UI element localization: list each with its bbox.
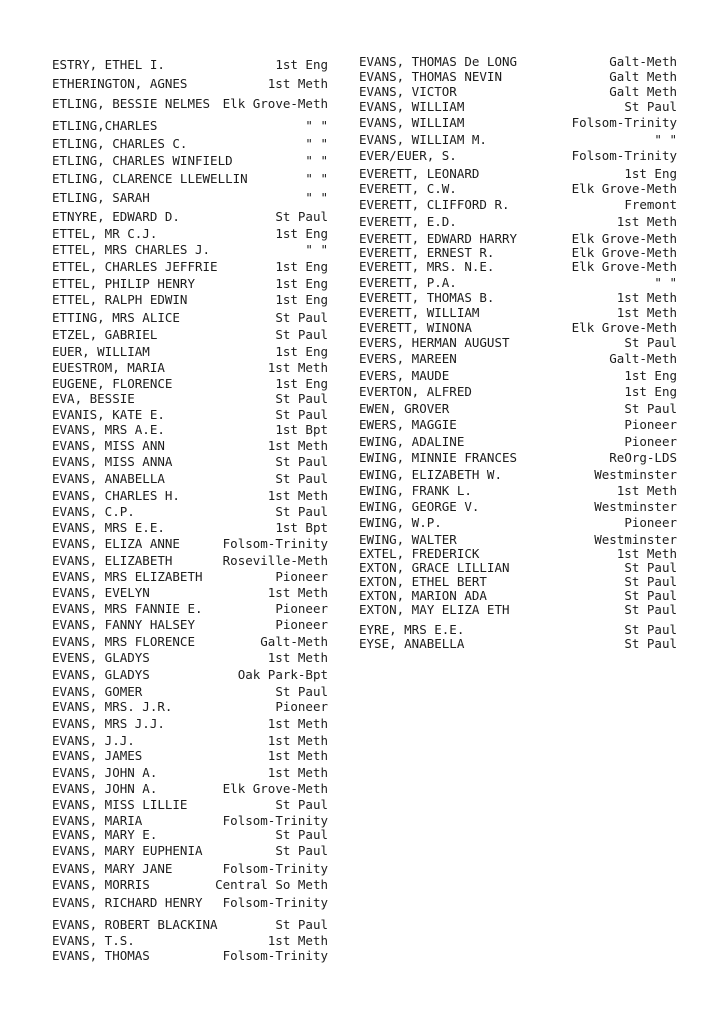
entry-church: " ": [305, 242, 328, 257]
entry-church: St Paul: [275, 310, 328, 325]
entry-name: EVERETT, WINONA: [359, 320, 472, 335]
list-item: [359, 259, 677, 274]
list-item: [52, 276, 328, 291]
list-item: [359, 636, 677, 651]
entry-name: EVANS, JOHN A.: [52, 765, 158, 780]
entry-church: Folsom-Trinity: [222, 813, 328, 828]
entry-church: Westminster: [594, 499, 677, 514]
entry-name: EVANS, JAMES: [52, 748, 143, 763]
list-item: [359, 417, 677, 432]
list-item: [359, 181, 677, 196]
list-item: [52, 520, 328, 535]
entry-name: EWING, GEORGE V.: [359, 499, 480, 514]
entry-name: ETTEL, MRS CHARLES J.: [52, 242, 211, 257]
entry-name: EVANS, GLADYS: [52, 667, 150, 682]
entry-name: EXTON, MAY ELIZA ETH: [359, 602, 510, 617]
entry-church: 1st Eng: [275, 57, 328, 72]
list-item: [52, 376, 328, 391]
entry-name: EXTON, ETHEL BERT: [359, 574, 487, 589]
list-item: [359, 84, 677, 99]
list-item: [359, 320, 677, 335]
entry-name: EYRE, MRS E.E.: [359, 622, 465, 637]
list-item: [359, 560, 677, 575]
list-item: [359, 275, 677, 290]
entry-name: EXTON, MARION ADA: [359, 588, 487, 603]
list-item: [52, 933, 328, 948]
list-item: [359, 132, 677, 147]
entry-name: EWING, ADALINE: [359, 434, 465, 449]
entry-name: ETLING, CHARLES WINFIELD: [52, 153, 233, 168]
list-item: [359, 166, 677, 181]
list-item: [359, 434, 677, 449]
entry-church: " ": [305, 153, 328, 168]
entry-church: Folsom-Trinity: [222, 861, 328, 876]
entry-name: EVANS, ELIZA ANNE: [52, 536, 180, 551]
entry-name: EVANS, GOMER: [52, 684, 143, 699]
entry-name: EVANS, MRS FLORENCE: [52, 634, 195, 649]
entry-church: 1st Meth: [267, 360, 328, 375]
entry-church: 1st Eng: [624, 384, 677, 399]
entry-name: EVANS, MORRIS: [52, 877, 150, 892]
entry-name: EVERETT, ERNEST R.: [359, 245, 495, 260]
list-item: [52, 617, 328, 632]
entry-church: Central So Meth: [215, 877, 328, 892]
entry-church: Roseville-Meth: [222, 553, 328, 568]
entry-church: Elk Grove-Meth: [571, 181, 677, 196]
entry-name: EVANS, MRS A.E.: [52, 422, 165, 437]
entry-name: ETNYRE, EDWARD D.: [52, 209, 180, 224]
list-item: [359, 305, 677, 320]
entry-name: EVANS, VICTOR: [359, 84, 457, 99]
entry-name: EVANS, MARY JANE: [52, 861, 173, 876]
list-item: [52, 259, 328, 274]
list-item: [52, 797, 328, 812]
entry-church: St Paul: [275, 504, 328, 519]
entry-name: ETLING, SARAH: [52, 190, 150, 205]
entry-church: 1st Meth: [616, 546, 677, 561]
entry-church: 1st Meth: [267, 748, 328, 763]
entry-church: Folsom-Trinity: [222, 895, 328, 910]
list-item: [359, 450, 677, 465]
entry-name: EVANS, MRS. J.R.: [52, 699, 173, 714]
entry-name: ETLING, BESSIE NELMES: [52, 96, 211, 111]
list-item: [52, 684, 328, 699]
list-item: [52, 948, 328, 963]
list-item: [52, 765, 328, 780]
entry-church: 1st Bpt: [275, 422, 328, 437]
entry-name: EVANS, WILLIAM: [359, 115, 465, 130]
list-item: [359, 214, 677, 229]
entry-name: EWING, WALTER: [359, 532, 457, 547]
entry-church: Elk Grove-Meth: [571, 320, 677, 335]
entry-church: Pioneer: [275, 617, 328, 632]
entry-church: St Paul: [275, 407, 328, 422]
list-item: [52, 310, 328, 325]
list-item: [52, 344, 328, 359]
entry-name: EWING, FRANK L.: [359, 483, 472, 498]
entry-name: EVANS, MISS LILLIE: [52, 797, 188, 812]
entry-name: EVANS, MRS ELIZABETH: [52, 569, 203, 584]
list-item: [52, 553, 328, 568]
entry-name: EVENS, GLADYS: [52, 650, 150, 665]
entry-church: " ": [654, 132, 677, 147]
list-item: [52, 781, 328, 796]
entry-name: EVANS, CHARLES H.: [52, 488, 180, 503]
entry-church: Oak Park-Bpt: [237, 667, 328, 682]
list-item: [52, 454, 328, 469]
entry-name: ESTRY, ETHEL I.: [52, 57, 165, 72]
entry-name: ETZEL, GABRIEL: [52, 327, 158, 342]
entry-church: St Paul: [275, 454, 328, 469]
entry-name: EVANS, ELIZABETH: [52, 553, 173, 568]
list-item: [359, 99, 677, 114]
list-item: [52, 209, 328, 224]
entry-church: St Paul: [275, 843, 328, 858]
entry-church: St Paul: [275, 797, 328, 812]
list-item: [52, 667, 328, 682]
list-item: [359, 148, 677, 163]
list-item: [52, 242, 328, 257]
entry-church: Elk Grove-Meth: [222, 781, 328, 796]
entry-church: St Paul: [275, 917, 328, 932]
entry-name: EUESTROM, MARIA: [52, 360, 165, 375]
list-item: [52, 118, 328, 133]
list-item: [359, 351, 677, 366]
list-item: [52, 813, 328, 828]
entry-church: St Paul: [624, 622, 677, 637]
list-item: [52, 877, 328, 892]
entry-name: EVERS, MAUDE: [359, 368, 450, 383]
list-item: [52, 190, 328, 205]
list-item: [52, 471, 328, 486]
entry-church: 1st Meth: [267, 76, 328, 91]
entry-church: Elk Grove-Meth: [571, 245, 677, 260]
entry-name: EWERS, MAGGIE: [359, 417, 457, 432]
entry-name: EVERETT, CLIFFORD R.: [359, 197, 510, 212]
entry-church: St Paul: [624, 574, 677, 589]
entry-name: EVERETT, MRS. N.E.: [359, 259, 495, 274]
entry-name: EVANS, THOMAS NEVIN: [359, 69, 502, 84]
entry-church: 1st Meth: [267, 438, 328, 453]
entry-name: ETTING, MRS ALICE: [52, 310, 180, 325]
entry-church: Galt Meth: [609, 84, 677, 99]
entry-name: EVANS, MISS ANNA: [52, 454, 173, 469]
list-item: [359, 335, 677, 350]
entry-church: 1st Meth: [267, 585, 328, 600]
list-item: [359, 245, 677, 260]
entry-name: EVERS, MAREEN: [359, 351, 457, 366]
entry-church: Elk Grove-Meth: [571, 231, 677, 246]
entry-church: Pioneer: [275, 569, 328, 584]
entry-church: 1st Meth: [267, 488, 328, 503]
entry-church: St Paul: [624, 636, 677, 651]
entry-name: EXTON, GRACE LILLIAN: [359, 560, 510, 575]
entry-name: EVANS, MARY E.: [52, 827, 158, 842]
entry-church: 1st Eng: [275, 344, 328, 359]
list-item: [52, 601, 328, 616]
list-item: [359, 622, 677, 637]
list-item: [52, 716, 328, 731]
entry-church: St Paul: [624, 560, 677, 575]
list-item: [359, 546, 677, 561]
entry-church: 1st Eng: [275, 276, 328, 291]
entry-church: Elk Grove-Meth: [222, 96, 328, 111]
entry-church: 1st Eng: [275, 376, 328, 391]
entry-name: EVERETT, P.A.: [359, 275, 457, 290]
list-item: [359, 588, 677, 603]
list-item: [52, 327, 328, 342]
entry-name: EVANS, EVELYN: [52, 585, 150, 600]
list-item: [359, 69, 677, 84]
list-item: [359, 54, 677, 69]
list-item: [52, 153, 328, 168]
entry-church: 1st Meth: [267, 933, 328, 948]
entry-name: ETTEL, PHILIP HENRY: [52, 276, 195, 291]
entry-church: Folsom-Trinity: [571, 115, 677, 130]
entry-name: ETTEL, MR C.J.: [52, 226, 158, 241]
entry-church: 1st Meth: [267, 765, 328, 780]
entry-church: " ": [305, 190, 328, 205]
entry-church: Elk Grove-Meth: [571, 259, 677, 274]
entry-church: St Paul: [275, 684, 328, 699]
entry-name: EVERTON, ALFRED: [359, 384, 472, 399]
list-item: [52, 488, 328, 503]
list-item: [359, 290, 677, 305]
entry-name: EVANS, WILLIAM M.: [359, 132, 487, 147]
entry-name: EVANS, J.J.: [52, 733, 135, 748]
entry-name: EVANS, MRS E.E.: [52, 520, 165, 535]
list-item: [52, 407, 328, 422]
entry-church: Galt-Meth: [609, 351, 677, 366]
list-item: [52, 438, 328, 453]
entry-name: EVERETT, EDWARD HARRY: [359, 231, 518, 246]
entry-name: EVANS, MARIA: [52, 813, 143, 828]
entry-name: EWING, ELIZABETH W.: [359, 467, 502, 482]
list-item: [52, 733, 328, 748]
list-item: [52, 96, 328, 111]
list-item: [52, 827, 328, 842]
entry-name: EWING, MINNIE FRANCES: [359, 450, 518, 465]
list-item: [359, 515, 677, 530]
entry-name: EVANS, THOMAS De LONG: [359, 54, 518, 69]
entry-name: EVERETT, LEONARD: [359, 166, 480, 181]
entry-name: ETLING, CHARLES C.: [52, 136, 188, 151]
entry-church: " ": [305, 136, 328, 151]
entry-name: EVERETT, THOMAS B.: [359, 290, 495, 305]
entry-name: EVANS, THOMAS: [52, 948, 150, 963]
list-item: [52, 650, 328, 665]
entry-church: St Paul: [624, 401, 677, 416]
entry-church: Pioneer: [624, 515, 677, 530]
list-item: [52, 226, 328, 241]
entry-church: 1st Meth: [616, 214, 677, 229]
list-item: [52, 57, 328, 72]
entry-church: Folsom-Trinity: [222, 536, 328, 551]
entry-name: EVERETT, WILLIAM: [359, 305, 480, 320]
list-item: [359, 574, 677, 589]
entry-church: Pioneer: [275, 699, 328, 714]
list-item: [52, 136, 328, 151]
entry-church: Galt-Meth: [609, 54, 677, 69]
entry-name: EVANS, JOHN A.: [52, 781, 158, 796]
entry-name: EVER/EUER, S.: [359, 148, 457, 163]
entry-church: 1st Eng: [275, 226, 328, 241]
entry-church: Westminster: [594, 532, 677, 547]
entry-church: St Paul: [624, 588, 677, 603]
list-item: [359, 499, 677, 514]
entry-church: 1st Eng: [275, 292, 328, 307]
entry-church: Pioneer: [275, 601, 328, 616]
entry-church: St Paul: [275, 391, 328, 406]
entry-name: EVANS, MRS FANNIE E.: [52, 601, 203, 616]
entry-church: 1st Meth: [267, 716, 328, 731]
entry-church: ReOrg-LDS: [609, 450, 677, 465]
entry-church: 1st Eng: [275, 259, 328, 274]
entry-church: 1st Meth: [267, 650, 328, 665]
entry-name: EVERETT, C.W.: [359, 181, 457, 196]
entry-name: EVANS, MARY EUPHENIA: [52, 843, 203, 858]
entry-name: EVANS, MISS ANN: [52, 438, 165, 453]
list-item: [52, 76, 328, 91]
list-item: [52, 360, 328, 375]
entry-church: 1st Eng: [624, 166, 677, 181]
entry-church: 1st Meth: [616, 483, 677, 498]
entry-church: 1st Meth: [267, 733, 328, 748]
list-item: [52, 917, 328, 932]
entry-church: 1st Bpt: [275, 520, 328, 535]
entry-name: ETLING,CHARLES: [52, 118, 158, 133]
list-item: [52, 536, 328, 551]
entry-church: " ": [654, 275, 677, 290]
list-item: [52, 422, 328, 437]
entry-church: St Paul: [624, 99, 677, 114]
list-item: [52, 895, 328, 910]
entry-name: EVERS, HERMAN AUGUST: [359, 335, 510, 350]
entry-church: St Paul: [275, 827, 328, 842]
list-item: [359, 602, 677, 617]
entry-church: Galt Meth: [609, 69, 677, 84]
entry-name: ETTEL, RALPH EDWIN: [52, 292, 188, 307]
entry-name: ETTEL, CHARLES JEFFRIE: [52, 259, 218, 274]
list-item: [359, 467, 677, 482]
list-item: [52, 843, 328, 858]
entry-name: ETLING, CLARENCE LLEWELLIN: [52, 171, 248, 186]
entry-name: EWEN, GROVER: [359, 401, 450, 416]
entry-name: EXTEL, FREDERICK: [359, 546, 480, 561]
entry-name: EVANIS, KATE E.: [52, 407, 165, 422]
entry-name: EVERETT, E.D.: [359, 214, 457, 229]
entry-name: EVANS, C.P.: [52, 504, 135, 519]
entry-name: EVANS, WILLIAM: [359, 99, 465, 114]
entry-name: EUER, WILLIAM: [52, 344, 150, 359]
entry-church: Folsom-Trinity: [571, 148, 677, 163]
list-item: [359, 231, 677, 246]
entry-name: EWING, W.P.: [359, 515, 442, 530]
entry-church: 1st Eng: [624, 368, 677, 383]
entry-church: St Paul: [275, 471, 328, 486]
entry-name: EVANS, ROBERT BLACKINA: [52, 917, 218, 932]
entry-church: St Paul: [275, 209, 328, 224]
list-item: [52, 391, 328, 406]
list-item: [52, 861, 328, 876]
entry-church: St Paul: [624, 602, 677, 617]
entry-church: St Paul: [275, 327, 328, 342]
entry-name: EVANS, RICHARD HENRY: [52, 895, 203, 910]
entry-name: EVANS, ANABELLA: [52, 471, 165, 486]
list-item: [359, 401, 677, 416]
entry-church: " ": [305, 171, 328, 186]
list-item: [52, 569, 328, 584]
list-item: [52, 748, 328, 763]
list-item: [52, 585, 328, 600]
list-item: [52, 292, 328, 307]
list-item: [52, 504, 328, 519]
entry-name: EVA, BESSIE: [52, 391, 135, 406]
entry-church: " ": [305, 118, 328, 133]
list-item: [359, 384, 677, 399]
list-item: [359, 368, 677, 383]
list-item: [359, 197, 677, 212]
entry-church: Pioneer: [624, 417, 677, 432]
entry-name: EUGENE, FLORENCE: [52, 376, 173, 391]
entry-name: EVANS, MRS J.J.: [52, 716, 165, 731]
entry-church: 1st Meth: [616, 305, 677, 320]
list-item: [359, 483, 677, 498]
list-item: [359, 115, 677, 130]
entry-church: Galt-Meth: [260, 634, 328, 649]
entry-name: EVANS, FANNY HALSEY: [52, 617, 195, 632]
entry-church: Folsom-Trinity: [222, 948, 328, 963]
entry-name: ETHERINGTON, AGNES: [52, 76, 188, 91]
entry-church: St Paul: [624, 335, 677, 350]
list-item: [359, 532, 677, 547]
entry-church: Westminster: [594, 467, 677, 482]
list-item: [52, 699, 328, 714]
entry-church: Fremont: [624, 197, 677, 212]
entry-church: 1st Meth: [616, 290, 677, 305]
entry-church: Pioneer: [624, 434, 677, 449]
entry-name: EYSE, ANABELLA: [359, 636, 465, 651]
entry-name: EVANS, T.S.: [52, 933, 135, 948]
list-item: [52, 171, 328, 186]
list-item: [52, 634, 328, 649]
